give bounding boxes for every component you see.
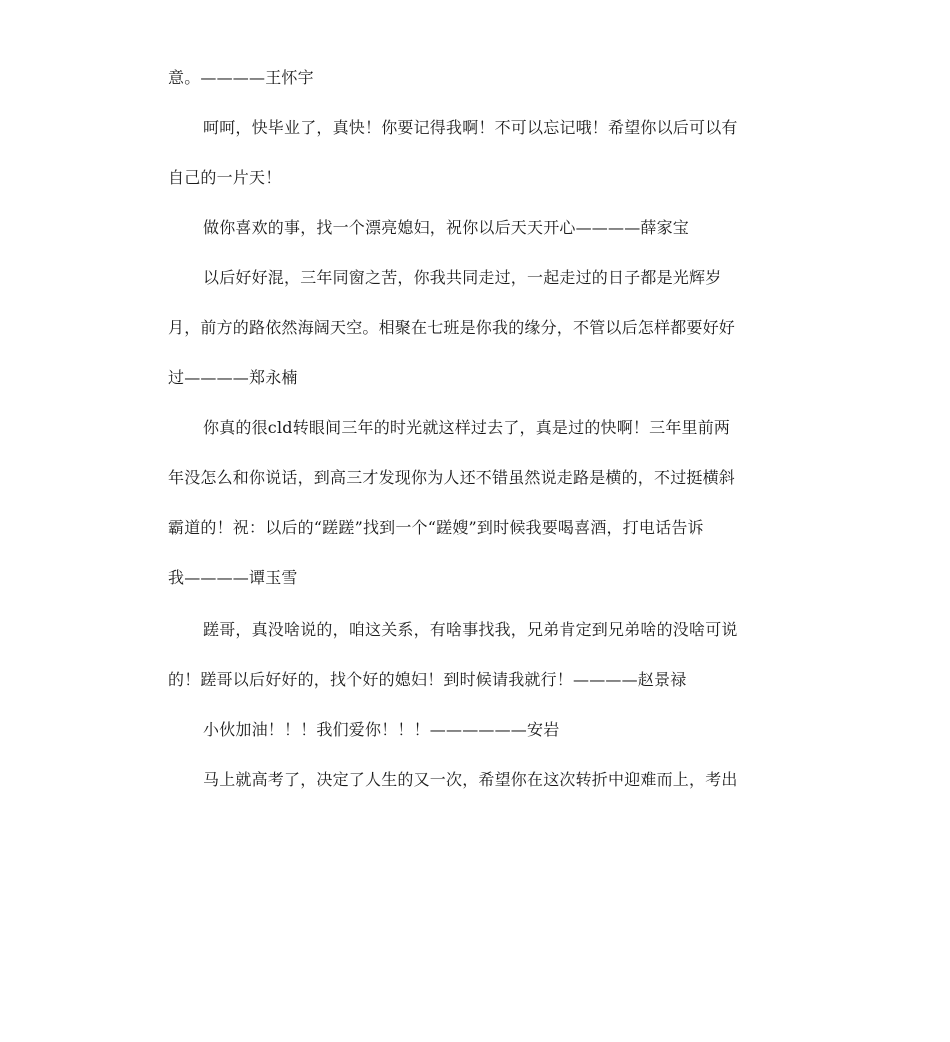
text-line: 我————谭玉雪 <box>168 568 298 587</box>
text-line: 呵呵，快毕业了，真快！你要记得我啊！不可以忘记哦！希望你以后可以有 <box>203 118 738 137</box>
text-line: 过————郑永楠 <box>168 368 298 387</box>
text-line: 的！蹉哥以后好好的，找个好的媳妇！到时候请我就行！————赵景禄 <box>168 670 687 689</box>
text-line: 意。————王怀宇 <box>168 68 314 87</box>
text-line: 霸道的！祝：以后的“蹉蹉”找到一个“蹉嫂”到时候我要喝喜酒，打电话告诉 <box>168 518 704 537</box>
text-line: 蹉哥，真没啥说的，咱这关系，有啥事找我，兄弟肯定到兄弟啥的没啥可说 <box>203 620 738 639</box>
text-line: 你真的很cld转眼间三年的时光就这样过去了，真是过的快啊！三年里前两 <box>203 418 731 437</box>
text-line: 自己的一片天！ <box>168 168 282 187</box>
text-line: 小伙加油！！！我们爱你！！！——————安岩 <box>203 720 560 739</box>
text-line: 月，前方的路依然海阔天空。相聚在七班是你我的缘分，不管以后怎样都要好好 <box>168 318 736 337</box>
text-line: 以后好好混，三年同窗之苦，你我共同走过，一起走过的日子都是光辉岁 <box>203 268 722 287</box>
text-line: 年没怎么和你说话，到高三才发现你为人还不错虽然说走路是横的，不过挺横斜 <box>168 468 736 487</box>
text-line: 做你喜欢的事，找一个漂亮媳妇，祝你以后天天开心————薛家宝 <box>203 218 690 237</box>
text-line: 马上就高考了，决定了人生的又一次，希望你在这次转折中迎难而上，考出 <box>203 770 738 789</box>
